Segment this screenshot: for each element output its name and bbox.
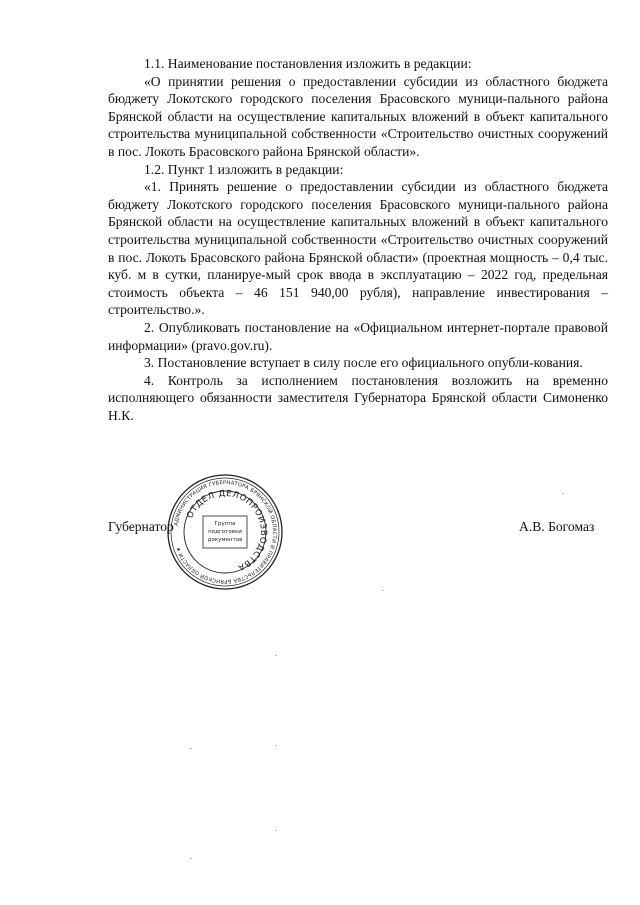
seal-inner-line-2: подготовки (208, 529, 242, 535)
signature-name: А.В. Богомаз (519, 519, 595, 534)
seal-inner-line-1: Группа (214, 521, 236, 527)
paragraph-point-1-quote: «1. Принять решение о предоставлении субсидии из областного бюджета бюджету Локотского городского поселения Брасовского муници-пального района Брянской области на осуществление капитальных вложений в объект капитального строительства муниципальной собственности «Строительство очистных сооружений в пос. Локоть Брасовского района Брянской области» (проектная мощность – 0,4 тыс. куб. м в сутки, планируе-мый срок ввода в эксплуатацию – 2022 год, предельная стоимость объекта – 46 151 940,00 рубля), направление инвестирования – строительство.». (108, 179, 608, 318)
signature-position: Губернатор (108, 519, 174, 534)
paragraph-2: 2. Опубликовать постановление на «Официальном интернет-портале правовой информации» (pravo.gov.ru). (108, 319, 608, 353)
svg-text:ОТДЕЛ ДЕЛОПРОИЗВОДСТВА: ОТДЕЛ ДЕЛОПРОИЗВОДСТВА (185, 488, 269, 573)
paragraph-1-1: 1.1. Наименование постановления изложить в редакции: (144, 56, 472, 71)
document-body (108, 55, 608, 424)
seal-inner-line-3: документов (207, 537, 243, 543)
paragraph-title-quote: «О принятии решения о предоставлении субсидии из областного бюджета бюджету Локотского городского поселения Брасовского муници-пального района Брянской области на осуществление капитальных вложений в объект капитального строительства муниципальной собственности «Строительство очистных сооружений в пос. Локоть Брасовского района Брянской области». (108, 73, 608, 159)
paragraph-1-2: 1.2. Пункт 1 изложить в редакции: (144, 161, 344, 177)
svg-text:АДМИНИСТРАЦИЯ ГУБЕРНАТОРА БРЯН: АДМИНИСТРАЦИЯ ГУБЕРНАТОРА БРЯНСКОЙ ОБЛАСТИ И ПРАВИТЕЛЬСТВА БРЯНСКОЙ ОБЛАСТИ ★ (173, 479, 278, 585)
paragraph-3: 3. Постановление вступает в силу после его официального опубли-кования. (144, 355, 583, 371)
paragraph-4: 4. Контроль за исполнением постановления возложить на временно исполняющего обязанности заместителя Губернатора Брянской области Симоненко Н.К. (108, 372, 608, 423)
official-seal (165, 472, 285, 592)
